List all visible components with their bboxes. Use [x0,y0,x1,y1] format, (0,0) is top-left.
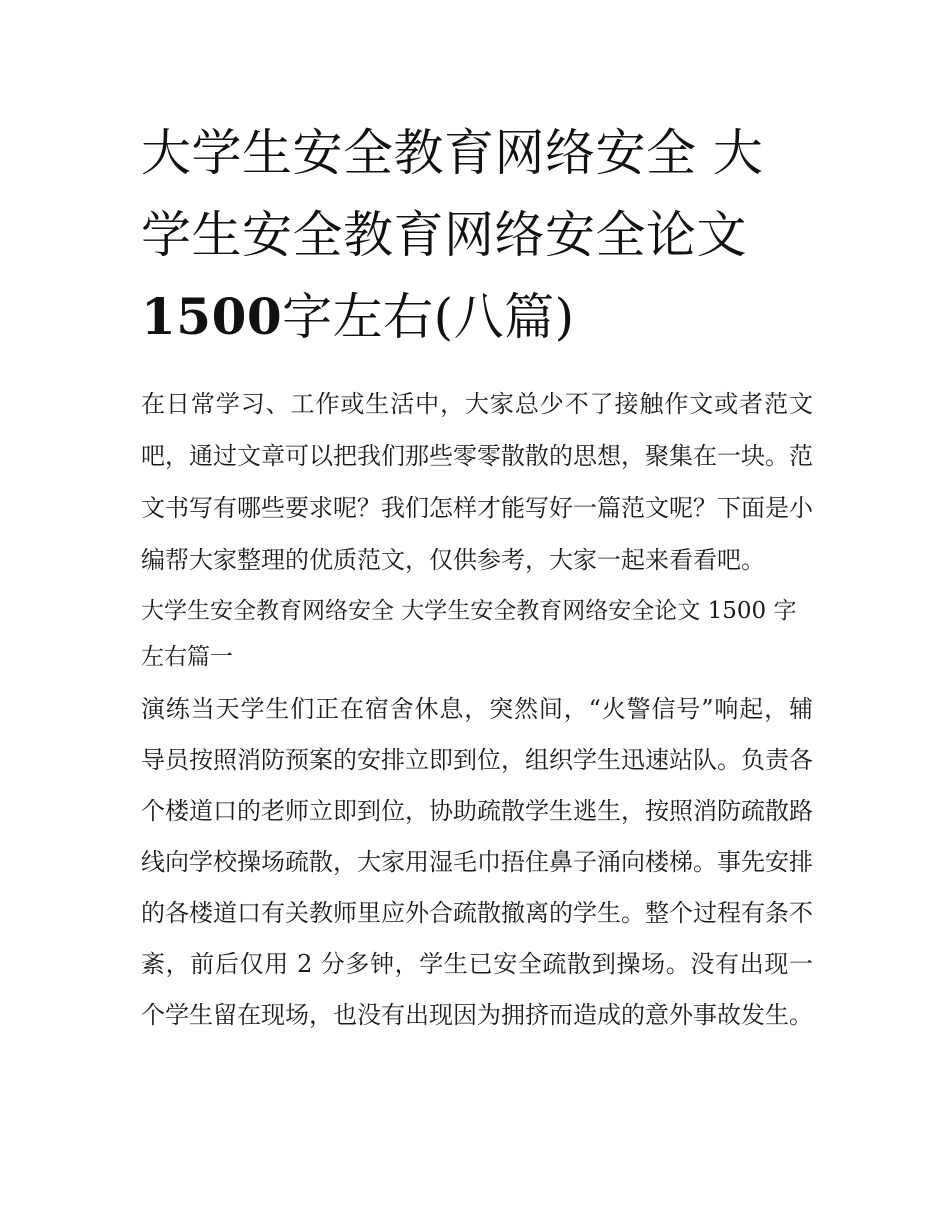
section-heading: 大学生安全教育网络安全 大学生安全教育网络安全论文 1500 字左右篇一 [141,598,797,670]
title-number: 1500 [141,287,283,346]
intro-paragraph: 在日常学习、工作或生活中，大家总少不了接触作文或者范文吧，通过文章可以把我们那些零零散散的思想，聚集在一块。范文书写有哪些要求呢？我们怎样才能写好一篇范文呢？下面是小编帮大家整理的优质范文，仅供参考，大家一起来看看吧。 [141,390,813,574]
document-page [141,112,813,1041]
title-text-part1: 大学生安全教育网络安全 大学生安全教育网络安全论文 [141,124,764,264]
document-title [141,112,813,358]
body-paragraph: 演练当天学生们正在宿舍休息，突然间，“火警信号”响起，辅导员按照消防预案的安排立即到位，组织学生迅速站队。负责各个楼道口的老师立即到位，协助疏散学生逃生，按照消防疏散路线向学校操场疏散，大家用湿毛巾捂住鼻子涌向楼梯。事先安排的各楼道口有关教师里应外合疏散撤离的学生。整个过程有条不紊，前后仅用 2 分多钟，学生已安全疏散到操场。没有出现一个学生留在现场，也没有出现因为拥挤而造成的意外事故发生。 [141,695,813,1029]
title-text-part2: 字左右(八篇) [282,288,575,346]
